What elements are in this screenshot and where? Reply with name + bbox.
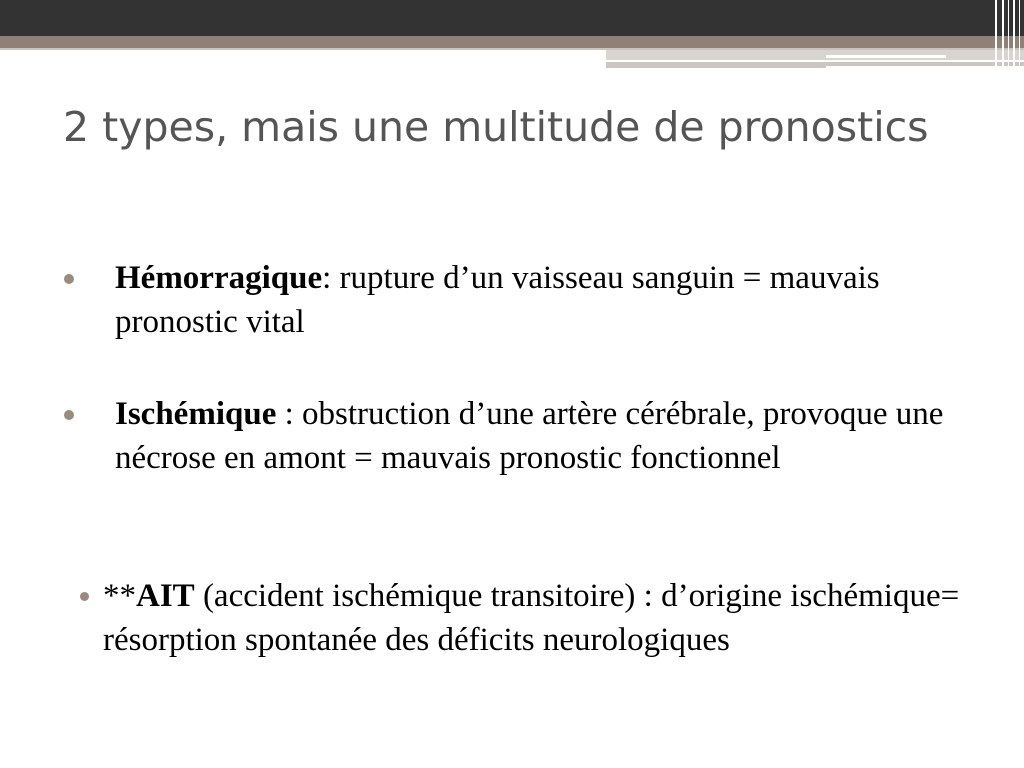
list-item — [115, 392, 955, 480]
header-vertical-line — [1008, 0, 1009, 72]
bullet-dot — [64, 274, 74, 284]
slide-title: 2 types, mais une multitude de pronostics — [63, 103, 929, 151]
header-vertical-line — [1013, 0, 1015, 72]
item-text: : rupture d’un vaisseau sanguin = mauvais pronostic vital — [115, 260, 880, 340]
item-term: Hémorragique — [115, 260, 323, 296]
bullet-dot — [80, 592, 89, 601]
item-prefix: ** — [103, 578, 136, 614]
item-text: (accident ischémique transitoire) : d’origine ischémique= résorption spontanée des déficits neurologiques — [103, 578, 960, 658]
header-accent-band — [0, 36, 1024, 48]
header-accent-stripe — [606, 50, 1024, 60]
item-term: AIT — [136, 578, 195, 614]
header-vertical-line — [995, 0, 997, 72]
list-item — [115, 256, 955, 344]
header-vertical-line — [1002, 0, 1004, 72]
item-text: : obstruction d’une artère cérébrale, provoque une nécrose en amont = mauvais pronostic fonctionnel — [115, 396, 944, 476]
item-term: Ischémique — [115, 396, 277, 432]
list-item — [103, 574, 973, 662]
header-vertical-line — [1019, 0, 1020, 72]
header-highlight-stripe — [826, 55, 946, 58]
header-band — [0, 0, 1024, 36]
bullet-dot — [64, 410, 74, 420]
